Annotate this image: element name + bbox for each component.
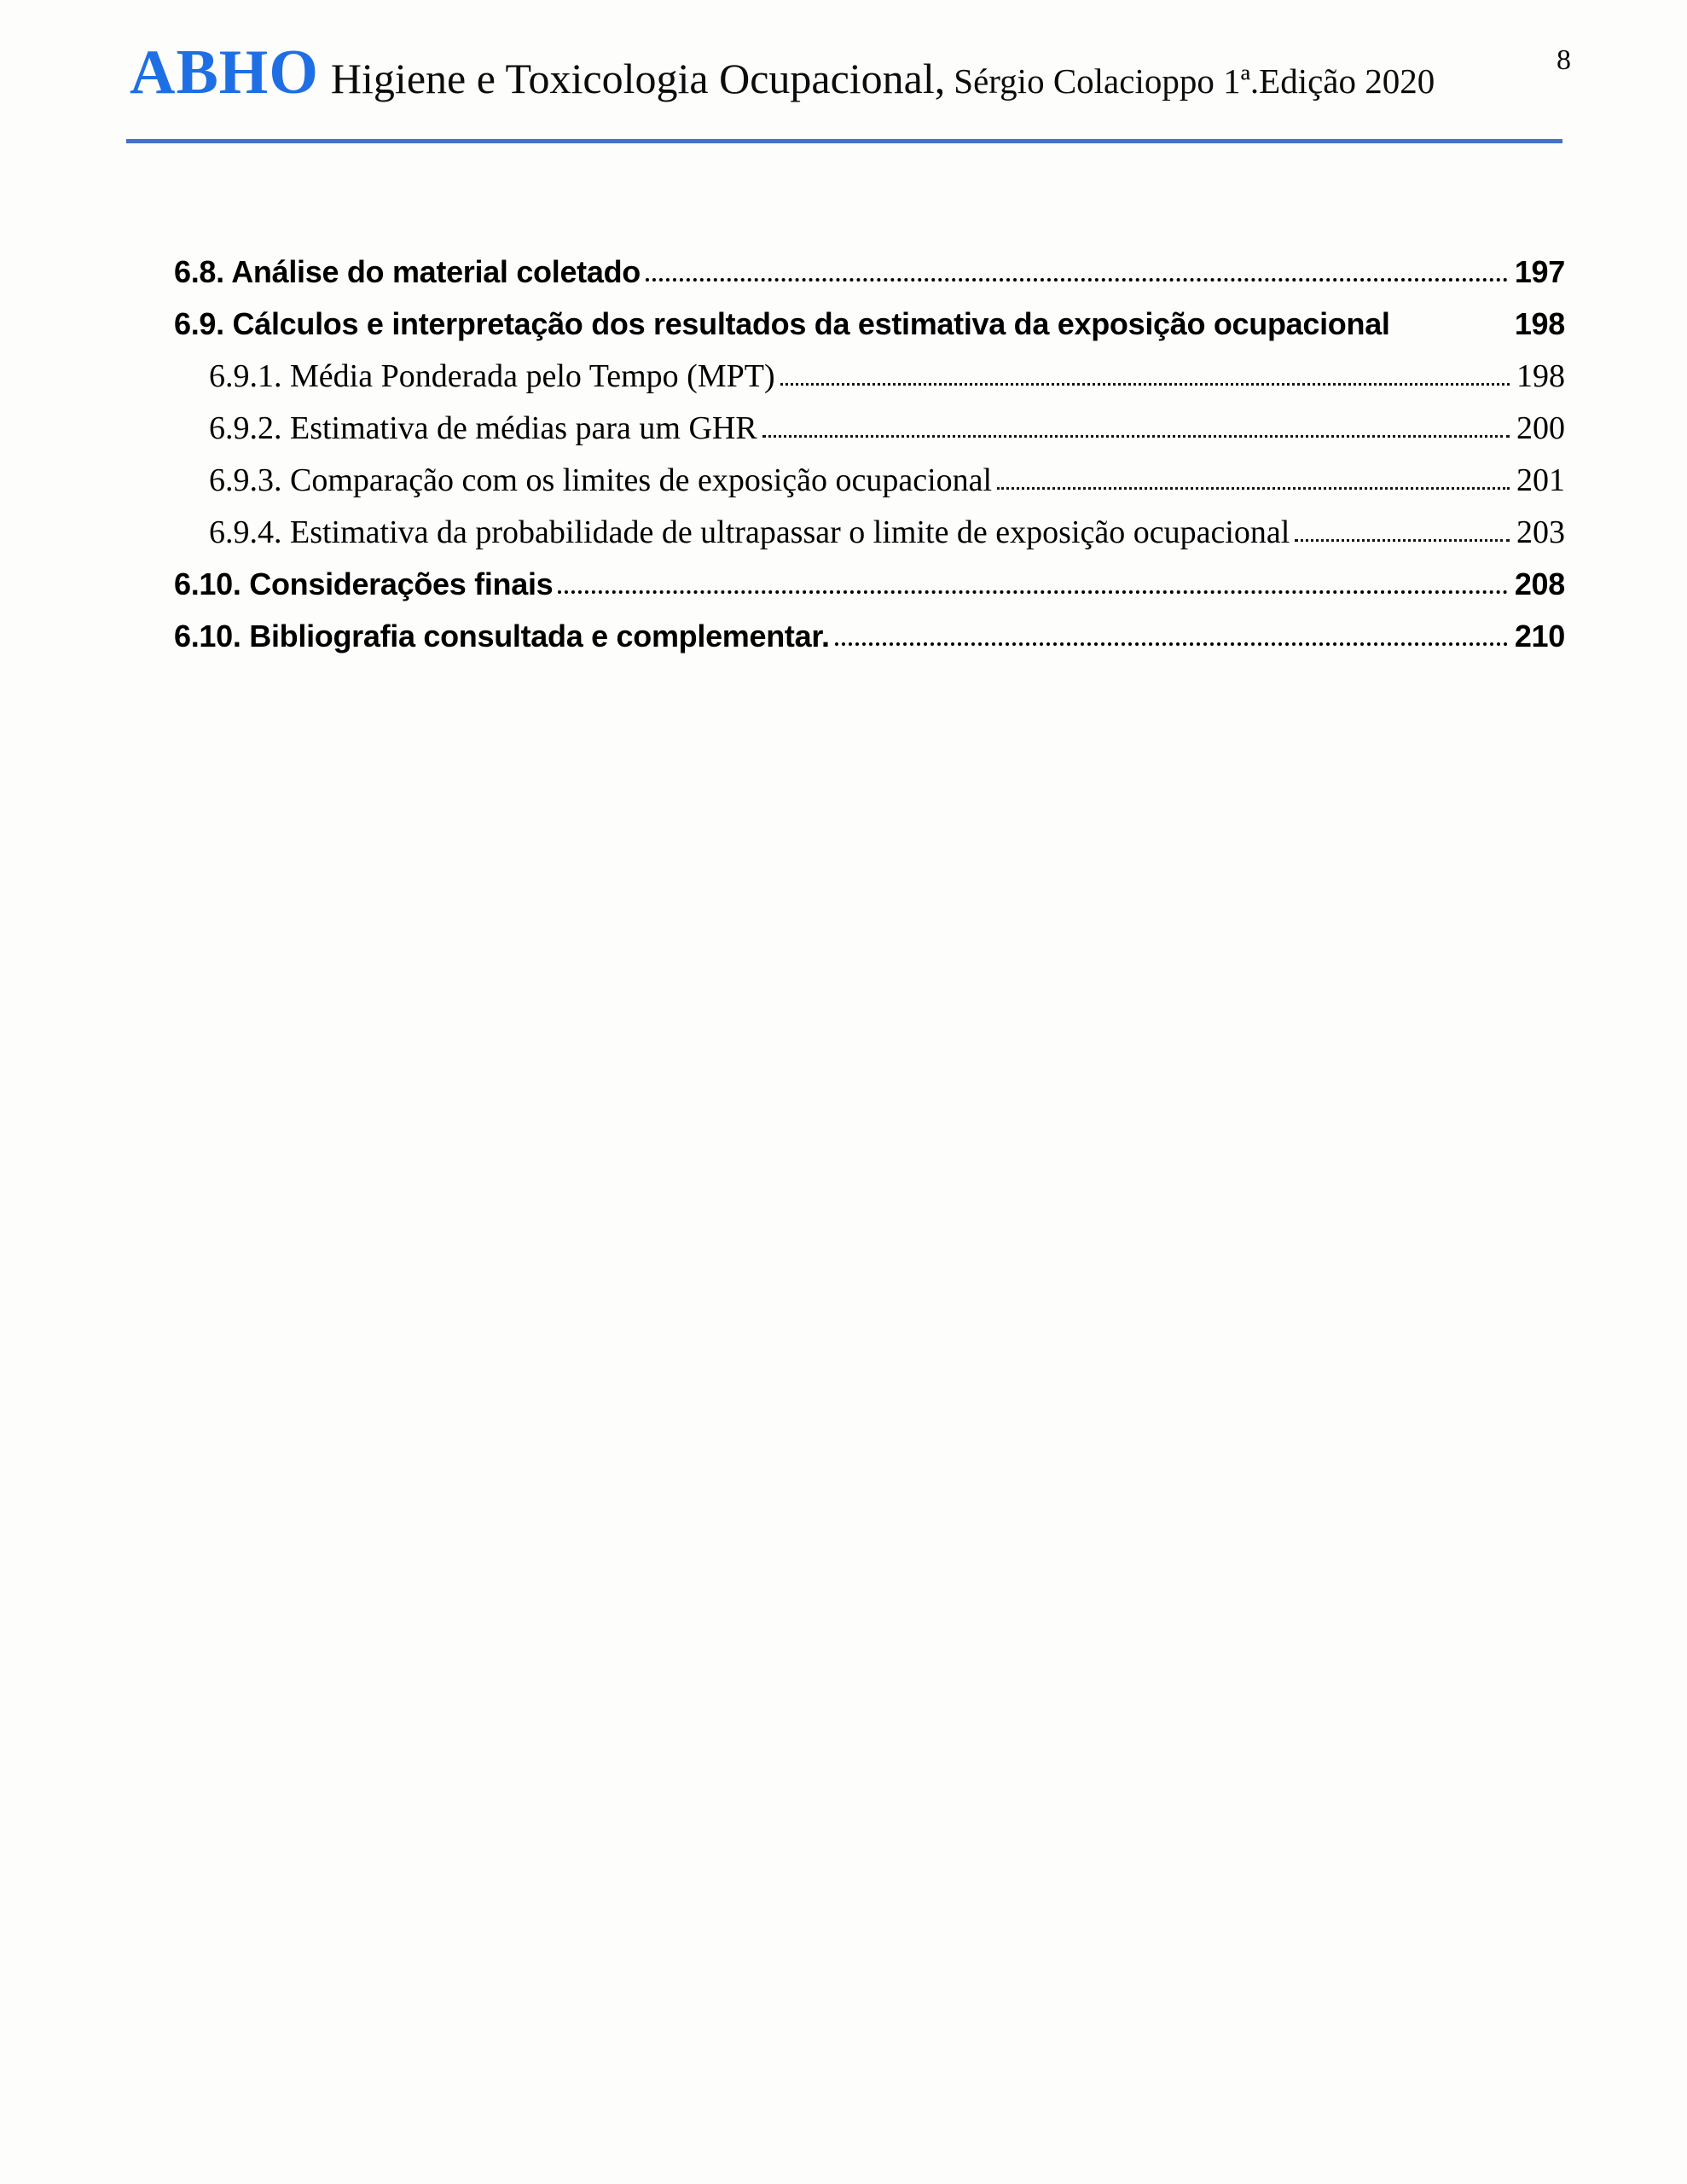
toc-entry — [0, 462, 1687, 498]
toc-entry-page: 198 — [1516, 358, 1565, 394]
toc-entry-page: 201 — [1516, 462, 1565, 498]
toc-entry — [0, 254, 1687, 290]
dot-leader — [762, 435, 1510, 438]
dot-leader — [1295, 539, 1510, 542]
abho-logo: ABHO — [130, 38, 319, 107]
toc-entry-label: 6.9. Cálculos e interpretação dos resultados da estimativa da exposição ocupacional — [174, 306, 1390, 341]
dot-leader — [997, 487, 1510, 490]
toc-entry-label: 6.9.2. Estimativa de médias para um GHR — [209, 410, 757, 446]
toc-entry-label: 6.9.3. Comparação com os limites de exposição ocupacional — [209, 462, 993, 498]
edition-info: Sérgio Colacioppo 1ª.Edição 2020 — [954, 61, 1435, 101]
toc-entry-page: 200 — [1516, 410, 1565, 446]
toc-entry-page: 210 — [1514, 619, 1565, 653]
dot-leader — [835, 642, 1508, 646]
toc-entry-page: 198 — [1514, 306, 1565, 341]
toc-entry-label: 6.9.1. Média Ponderada pelo Tempo (MPT) — [209, 358, 775, 394]
toc-entry-label: 6.8. Análise do material coletado — [174, 254, 641, 289]
page-header — [130, 38, 1494, 107]
toc-entry — [0, 306, 1687, 342]
table-of-contents — [0, 254, 1687, 671]
toc-entry-page: 208 — [1514, 566, 1565, 601]
toc-entry-page: 197 — [1514, 254, 1565, 289]
book-title: Higiene e Toxicologia Ocupacional, — [330, 55, 946, 102]
toc-entry-label: 6.9.4. Estimativa da probabilidade de ultrapassar o limite de exposição ocupacional — [209, 514, 1290, 550]
dot-leader — [646, 278, 1508, 282]
dot-leader — [780, 383, 1510, 386]
toc-entry — [0, 566, 1687, 602]
toc-entry-label: 6.10. Bibliografia consultada e complementar. — [174, 619, 830, 653]
page-number: 8 — [1557, 44, 1571, 76]
toc-entry-page: 203 — [1516, 514, 1565, 550]
toc-entry — [0, 514, 1687, 550]
toc-entry — [0, 619, 1687, 654]
header-rule — [126, 139, 1562, 143]
toc-entry — [0, 410, 1687, 446]
toc-entry-label: 6.10. Considerações finais — [174, 566, 554, 601]
dot-leader — [558, 590, 1507, 594]
toc-entry — [0, 358, 1687, 394]
